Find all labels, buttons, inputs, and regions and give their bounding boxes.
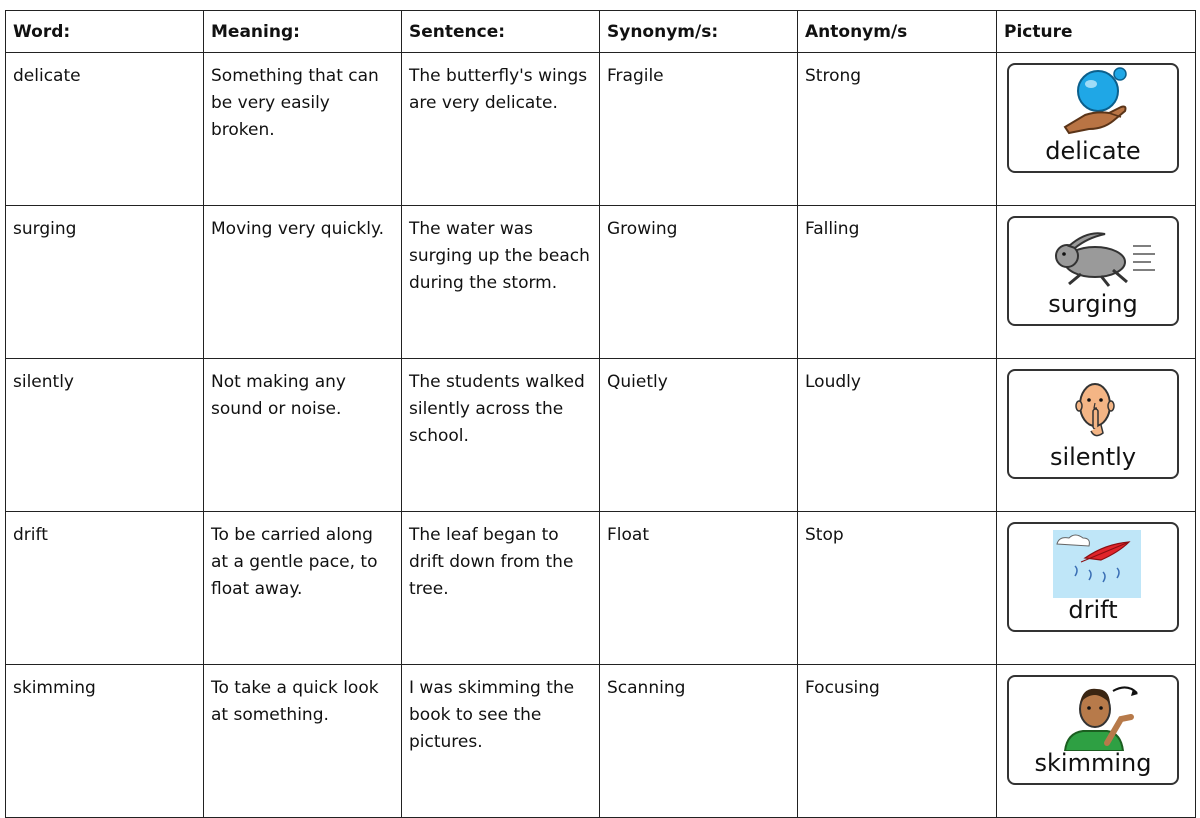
meaning-cell: Moving very quickly. <box>204 206 402 359</box>
meaning-cell: To be carried along at a gentle pace, to float away. <box>204 512 402 665</box>
table-row <box>6 512 1196 665</box>
synonym-cell: Quietly <box>600 359 798 512</box>
word-cell: drift <box>6 512 204 665</box>
picture-cell <box>997 53 1196 206</box>
sentence-cell: The students walked silently across the school. <box>402 359 600 512</box>
antonym-cell: Strong <box>798 53 997 206</box>
sentence-cell: I was skimming the book to see the pictures. <box>402 665 600 818</box>
word-cell: delicate <box>6 53 204 206</box>
header-picture: Picture <box>997 11 1196 53</box>
symbol-card <box>1007 522 1179 632</box>
picture-cell <box>997 665 1196 818</box>
symbol-caption: skimming <box>1034 749 1152 777</box>
symbol-card <box>1007 63 1179 173</box>
sentence-cell: The water was surging up the beach during the storm. <box>402 206 600 359</box>
header-sentence: Sentence: <box>402 11 600 53</box>
floating-feather-icon <box>1009 526 1181 598</box>
symbol-card <box>1007 216 1179 326</box>
word-cell: surging <box>6 206 204 359</box>
word-cell: skimming <box>6 665 204 818</box>
antonym-cell: Loudly <box>798 359 997 512</box>
antonym-cell: Falling <box>798 206 997 359</box>
table-row <box>6 665 1196 818</box>
header-meaning: Meaning: <box>204 11 402 53</box>
antonym-cell: Stop <box>798 512 997 665</box>
word-cell: silently <box>6 359 204 512</box>
table-row <box>6 359 1196 512</box>
running-rabbit-icon <box>1009 220 1181 292</box>
meaning-cell: To take a quick look at something. <box>204 665 402 818</box>
meaning-cell: Something that can be very easily broken. <box>204 53 402 206</box>
header-word: Word: <box>6 11 204 53</box>
symbol-card <box>1007 369 1179 479</box>
vocabulary-table <box>5 10 1196 818</box>
synonym-cell: Scanning <box>600 665 798 818</box>
synonym-cell: Float <box>600 512 798 665</box>
picture-cell <box>997 206 1196 359</box>
picture-cell <box>997 359 1196 512</box>
symbol-caption: drift <box>1068 596 1118 624</box>
symbol-card <box>1007 675 1179 785</box>
symbol-caption: surging <box>1048 290 1138 318</box>
symbol-caption: delicate <box>1045 137 1141 165</box>
picture-cell <box>997 512 1196 665</box>
meaning-cell: Not making any sound or noise. <box>204 359 402 512</box>
sentence-cell: The butterfly's wings are very delicate. <box>402 53 600 206</box>
antonym-cell: Focusing <box>798 665 997 818</box>
bubble-on-hand-icon <box>1009 67 1181 139</box>
person-pointing-icon <box>1009 679 1181 751</box>
sentence-cell: The leaf began to drift down from the tree. <box>402 512 600 665</box>
table-row <box>6 206 1196 359</box>
shushing-face-icon <box>1009 373 1181 445</box>
synonym-cell: Growing <box>600 206 798 359</box>
header-antonyms: Antonym/s <box>798 11 997 53</box>
synonym-cell: Fragile <box>600 53 798 206</box>
header-synonyms: Synonym/s: <box>600 11 798 53</box>
header-row <box>6 11 1196 53</box>
symbol-caption: silently <box>1049 443 1137 471</box>
table-row <box>6 53 1196 206</box>
